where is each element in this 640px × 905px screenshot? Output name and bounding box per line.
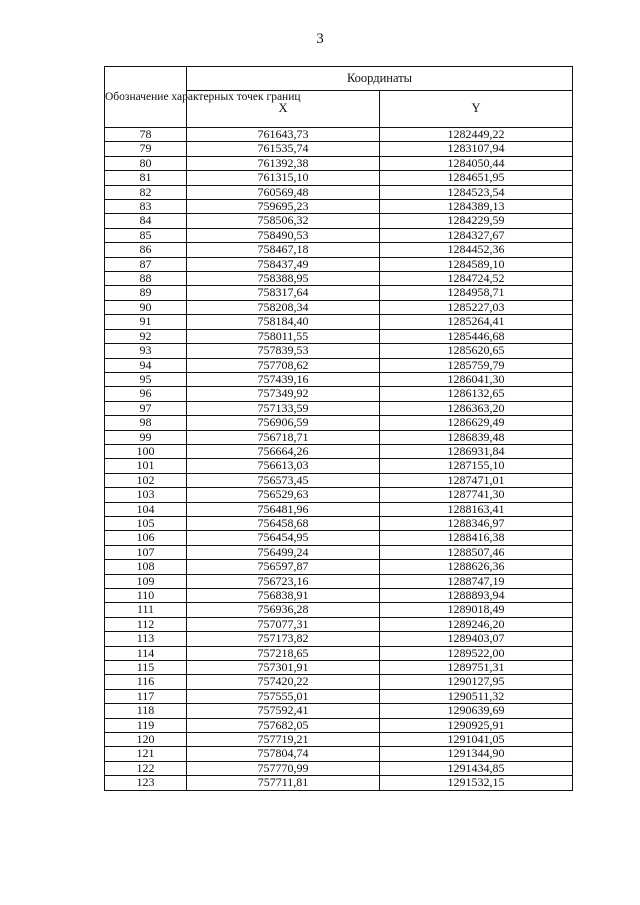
point-number-cell: 83 bbox=[105, 200, 187, 214]
y-coordinate-cell: 1286839,48 bbox=[380, 430, 573, 444]
point-number-cell: 82 bbox=[105, 185, 187, 199]
x-coordinate-cell: 758490,53 bbox=[187, 228, 380, 242]
point-number-cell: 86 bbox=[105, 243, 187, 257]
table-row bbox=[105, 704, 573, 718]
point-number-cell: 93 bbox=[105, 344, 187, 358]
point-number-cell: 110 bbox=[105, 589, 187, 603]
point-number-cell: 91 bbox=[105, 315, 187, 329]
point-number-cell: 120 bbox=[105, 733, 187, 747]
table-row bbox=[105, 545, 573, 559]
y-coordinate-cell: 1288893,94 bbox=[380, 589, 573, 603]
x-header: X bbox=[187, 91, 380, 128]
table-row bbox=[105, 473, 573, 487]
y-coordinate-cell: 1286931,84 bbox=[380, 444, 573, 458]
table-row bbox=[105, 459, 573, 473]
table-row bbox=[105, 488, 573, 502]
y-coordinate-cell: 1288747,19 bbox=[380, 574, 573, 588]
x-coordinate-cell: 756573,45 bbox=[187, 473, 380, 487]
x-coordinate-cell: 756597,87 bbox=[187, 560, 380, 574]
point-number-cell: 114 bbox=[105, 646, 187, 660]
point-number-cell: 81 bbox=[105, 171, 187, 185]
table-row bbox=[105, 761, 573, 775]
y-coordinate-cell: 1289246,20 bbox=[380, 617, 573, 631]
table-row bbox=[105, 589, 573, 603]
table-row bbox=[105, 689, 573, 703]
x-coordinate-cell: 758317,64 bbox=[187, 286, 380, 300]
point-number-cell: 119 bbox=[105, 718, 187, 732]
x-coordinate-cell: 757555,01 bbox=[187, 689, 380, 703]
y-header: Y bbox=[380, 91, 573, 128]
x-coordinate-cell: 760569,48 bbox=[187, 185, 380, 199]
x-coordinate-cell: 757439,16 bbox=[187, 372, 380, 386]
point-number-cell: 99 bbox=[105, 430, 187, 444]
point-number-cell: 106 bbox=[105, 531, 187, 545]
point-number-cell: 107 bbox=[105, 545, 187, 559]
x-coordinate-cell: 757133,59 bbox=[187, 401, 380, 415]
point-number-cell: 85 bbox=[105, 228, 187, 242]
y-coordinate-cell: 1288507,46 bbox=[380, 545, 573, 559]
page-number: 3 bbox=[316, 31, 324, 47]
x-coordinate-cell: 757077,31 bbox=[187, 617, 380, 631]
table-row bbox=[105, 286, 573, 300]
y-coordinate-cell: 1288416,38 bbox=[380, 531, 573, 545]
x-coordinate-cell: 761315,10 bbox=[187, 171, 380, 185]
point-number-cell: 79 bbox=[105, 142, 187, 156]
point-number-cell: 116 bbox=[105, 675, 187, 689]
point-number-cell: 102 bbox=[105, 473, 187, 487]
x-coordinate-cell: 756718,71 bbox=[187, 430, 380, 444]
y-coordinate-cell: 1290925,91 bbox=[380, 718, 573, 732]
point-number-cell: 90 bbox=[105, 300, 187, 314]
point-number-cell: 121 bbox=[105, 747, 187, 761]
table-row bbox=[105, 560, 573, 574]
table-row bbox=[105, 185, 573, 199]
table-row bbox=[105, 617, 573, 631]
point-number-cell: 118 bbox=[105, 704, 187, 718]
y-coordinate-cell: 1288346,97 bbox=[380, 516, 573, 530]
y-coordinate-cell: 1284651,95 bbox=[380, 171, 573, 185]
point-number-cell: 111 bbox=[105, 603, 187, 617]
y-coordinate-cell: 1289018,49 bbox=[380, 603, 573, 617]
x-coordinate-cell: 756936,28 bbox=[187, 603, 380, 617]
coordinates-header: Координаты bbox=[187, 67, 573, 91]
y-coordinate-cell: 1287471,01 bbox=[380, 473, 573, 487]
point-number-cell: 95 bbox=[105, 372, 187, 386]
y-coordinate-cell: 1288163,41 bbox=[380, 502, 573, 516]
x-coordinate-cell: 757301,91 bbox=[187, 661, 380, 675]
point-number-cell: 112 bbox=[105, 617, 187, 631]
x-coordinate-cell: 757349,92 bbox=[187, 387, 380, 401]
table-row bbox=[105, 387, 573, 401]
y-coordinate-cell: 1286363,20 bbox=[380, 401, 573, 415]
y-coordinate-cell: 1284327,67 bbox=[380, 228, 573, 242]
x-coordinate-cell: 757173,82 bbox=[187, 632, 380, 646]
y-coordinate-cell: 1289751,31 bbox=[380, 661, 573, 675]
point-number-cell: 88 bbox=[105, 272, 187, 286]
point-number-cell: 84 bbox=[105, 214, 187, 228]
point-number-cell: 115 bbox=[105, 661, 187, 675]
table-row bbox=[105, 502, 573, 516]
x-coordinate-cell: 756481,96 bbox=[187, 502, 380, 516]
y-coordinate-cell: 1284523,54 bbox=[380, 185, 573, 199]
table-row bbox=[105, 128, 573, 142]
y-coordinate-cell: 1284589,10 bbox=[380, 257, 573, 271]
point-number-cell: 89 bbox=[105, 286, 187, 300]
x-coordinate-cell: 756838,91 bbox=[187, 589, 380, 603]
table-row bbox=[105, 272, 573, 286]
table-row bbox=[105, 718, 573, 732]
x-coordinate-cell: 756723,16 bbox=[187, 574, 380, 588]
x-coordinate-cell: 756613,03 bbox=[187, 459, 380, 473]
point-number-cell: 87 bbox=[105, 257, 187, 271]
point-number-cell: 94 bbox=[105, 358, 187, 372]
table-row bbox=[105, 257, 573, 271]
table-row bbox=[105, 171, 573, 185]
x-coordinate-cell: 756906,59 bbox=[187, 416, 380, 430]
y-coordinate-cell: 1285759,79 bbox=[380, 358, 573, 372]
x-coordinate-cell: 759695,23 bbox=[187, 200, 380, 214]
table-row bbox=[105, 430, 573, 444]
y-coordinate-cell: 1287155,10 bbox=[380, 459, 573, 473]
x-coordinate-cell: 758437,49 bbox=[187, 257, 380, 271]
x-coordinate-cell: 757770,99 bbox=[187, 761, 380, 775]
point-number-cell: 92 bbox=[105, 329, 187, 343]
x-coordinate-cell: 757218,65 bbox=[187, 646, 380, 660]
point-number-cell: 96 bbox=[105, 387, 187, 401]
table-row bbox=[105, 372, 573, 386]
x-coordinate-cell: 758388,95 bbox=[187, 272, 380, 286]
table-row bbox=[105, 329, 573, 343]
y-coordinate-cell: 1284958,71 bbox=[380, 286, 573, 300]
y-coordinate-cell: 1285446,68 bbox=[380, 329, 573, 343]
y-coordinate-cell: 1289403,07 bbox=[380, 632, 573, 646]
table-row bbox=[105, 661, 573, 675]
point-number-cell: 123 bbox=[105, 776, 187, 790]
table-row bbox=[105, 646, 573, 660]
y-coordinate-cell: 1284050,44 bbox=[380, 156, 573, 170]
point-number-cell: 78 bbox=[105, 128, 187, 142]
x-coordinate-cell: 756454,95 bbox=[187, 531, 380, 545]
y-coordinate-cell: 1286629,49 bbox=[380, 416, 573, 430]
x-coordinate-cell: 757420,22 bbox=[187, 675, 380, 689]
point-number-cell: 98 bbox=[105, 416, 187, 430]
table-body bbox=[105, 128, 573, 791]
x-coordinate-cell: 757839,53 bbox=[187, 344, 380, 358]
table-row bbox=[105, 776, 573, 790]
y-coordinate-cell: 1291344,90 bbox=[380, 747, 573, 761]
x-coordinate-cell: 757711,81 bbox=[187, 776, 380, 790]
y-coordinate-cell: 1291041,05 bbox=[380, 733, 573, 747]
point-number-cell: 101 bbox=[105, 459, 187, 473]
table-row bbox=[105, 300, 573, 314]
x-coordinate-cell: 756664,26 bbox=[187, 444, 380, 458]
table-row bbox=[105, 344, 573, 358]
x-coordinate-cell: 757592,41 bbox=[187, 704, 380, 718]
y-coordinate-cell: 1286132,65 bbox=[380, 387, 573, 401]
table-row bbox=[105, 574, 573, 588]
table-row bbox=[105, 156, 573, 170]
table-row bbox=[105, 315, 573, 329]
table-header bbox=[105, 67, 573, 128]
x-coordinate-cell: 757719,21 bbox=[187, 733, 380, 747]
table-row bbox=[105, 358, 573, 372]
point-number-cell: 105 bbox=[105, 516, 187, 530]
point-label-header: Обозначение характерных точек границ bbox=[105, 67, 187, 128]
table-row bbox=[105, 516, 573, 530]
point-number-cell: 108 bbox=[105, 560, 187, 574]
point-number-cell: 113 bbox=[105, 632, 187, 646]
x-coordinate-cell: 758467,18 bbox=[187, 243, 380, 257]
point-number-cell: 100 bbox=[105, 444, 187, 458]
x-coordinate-cell: 761535,74 bbox=[187, 142, 380, 156]
y-coordinate-cell: 1282449,22 bbox=[380, 128, 573, 142]
y-coordinate-cell: 1284229,59 bbox=[380, 214, 573, 228]
x-coordinate-cell: 758506,32 bbox=[187, 214, 380, 228]
y-coordinate-cell: 1285620,65 bbox=[380, 344, 573, 358]
x-coordinate-cell: 757804,74 bbox=[187, 747, 380, 761]
x-coordinate-cell: 758208,34 bbox=[187, 300, 380, 314]
y-coordinate-cell: 1288626,36 bbox=[380, 560, 573, 574]
x-coordinate-cell: 757682,05 bbox=[187, 718, 380, 732]
x-coordinate-cell: 758011,55 bbox=[187, 329, 380, 343]
point-number-cell: 104 bbox=[105, 502, 187, 516]
table-row bbox=[105, 243, 573, 257]
point-number-cell: 80 bbox=[105, 156, 187, 170]
y-coordinate-cell: 1283107,94 bbox=[380, 142, 573, 156]
table-row bbox=[105, 531, 573, 545]
x-coordinate-cell: 757708,62 bbox=[187, 358, 380, 372]
point-number-cell: 122 bbox=[105, 761, 187, 775]
x-coordinate-cell: 761392,38 bbox=[187, 156, 380, 170]
table-row bbox=[105, 603, 573, 617]
y-coordinate-cell: 1285264,41 bbox=[380, 315, 573, 329]
y-coordinate-cell: 1285227,03 bbox=[380, 300, 573, 314]
table-row bbox=[105, 675, 573, 689]
y-coordinate-cell: 1289522,00 bbox=[380, 646, 573, 660]
point-number-cell: 97 bbox=[105, 401, 187, 415]
point-number-cell: 109 bbox=[105, 574, 187, 588]
table-row bbox=[105, 228, 573, 242]
x-coordinate-cell: 756529,63 bbox=[187, 488, 380, 502]
y-coordinate-cell: 1287741,30 bbox=[380, 488, 573, 502]
x-coordinate-cell: 758184,40 bbox=[187, 315, 380, 329]
y-coordinate-cell: 1290639,69 bbox=[380, 704, 573, 718]
table-row bbox=[105, 142, 573, 156]
coordinates-table bbox=[104, 66, 573, 791]
x-coordinate-cell: 756499,24 bbox=[187, 545, 380, 559]
table-row bbox=[105, 444, 573, 458]
y-coordinate-cell: 1286041,30 bbox=[380, 372, 573, 386]
y-coordinate-cell: 1284452,36 bbox=[380, 243, 573, 257]
table-row bbox=[105, 733, 573, 747]
table-row bbox=[105, 747, 573, 761]
y-coordinate-cell: 1284724,52 bbox=[380, 272, 573, 286]
table-row bbox=[105, 200, 573, 214]
table-row bbox=[105, 632, 573, 646]
y-coordinate-cell: 1290127,95 bbox=[380, 675, 573, 689]
point-number-cell: 117 bbox=[105, 689, 187, 703]
y-coordinate-cell: 1284389,13 bbox=[380, 200, 573, 214]
y-coordinate-cell: 1290511,32 bbox=[380, 689, 573, 703]
table-row bbox=[105, 214, 573, 228]
y-coordinate-cell: 1291532,15 bbox=[380, 776, 573, 790]
x-coordinate-cell: 761643,73 bbox=[187, 128, 380, 142]
table-row bbox=[105, 416, 573, 430]
table-row bbox=[105, 401, 573, 415]
point-number-cell: 103 bbox=[105, 488, 187, 502]
y-coordinate-cell: 1291434,85 bbox=[380, 761, 573, 775]
x-coordinate-cell: 756458,68 bbox=[187, 516, 380, 530]
